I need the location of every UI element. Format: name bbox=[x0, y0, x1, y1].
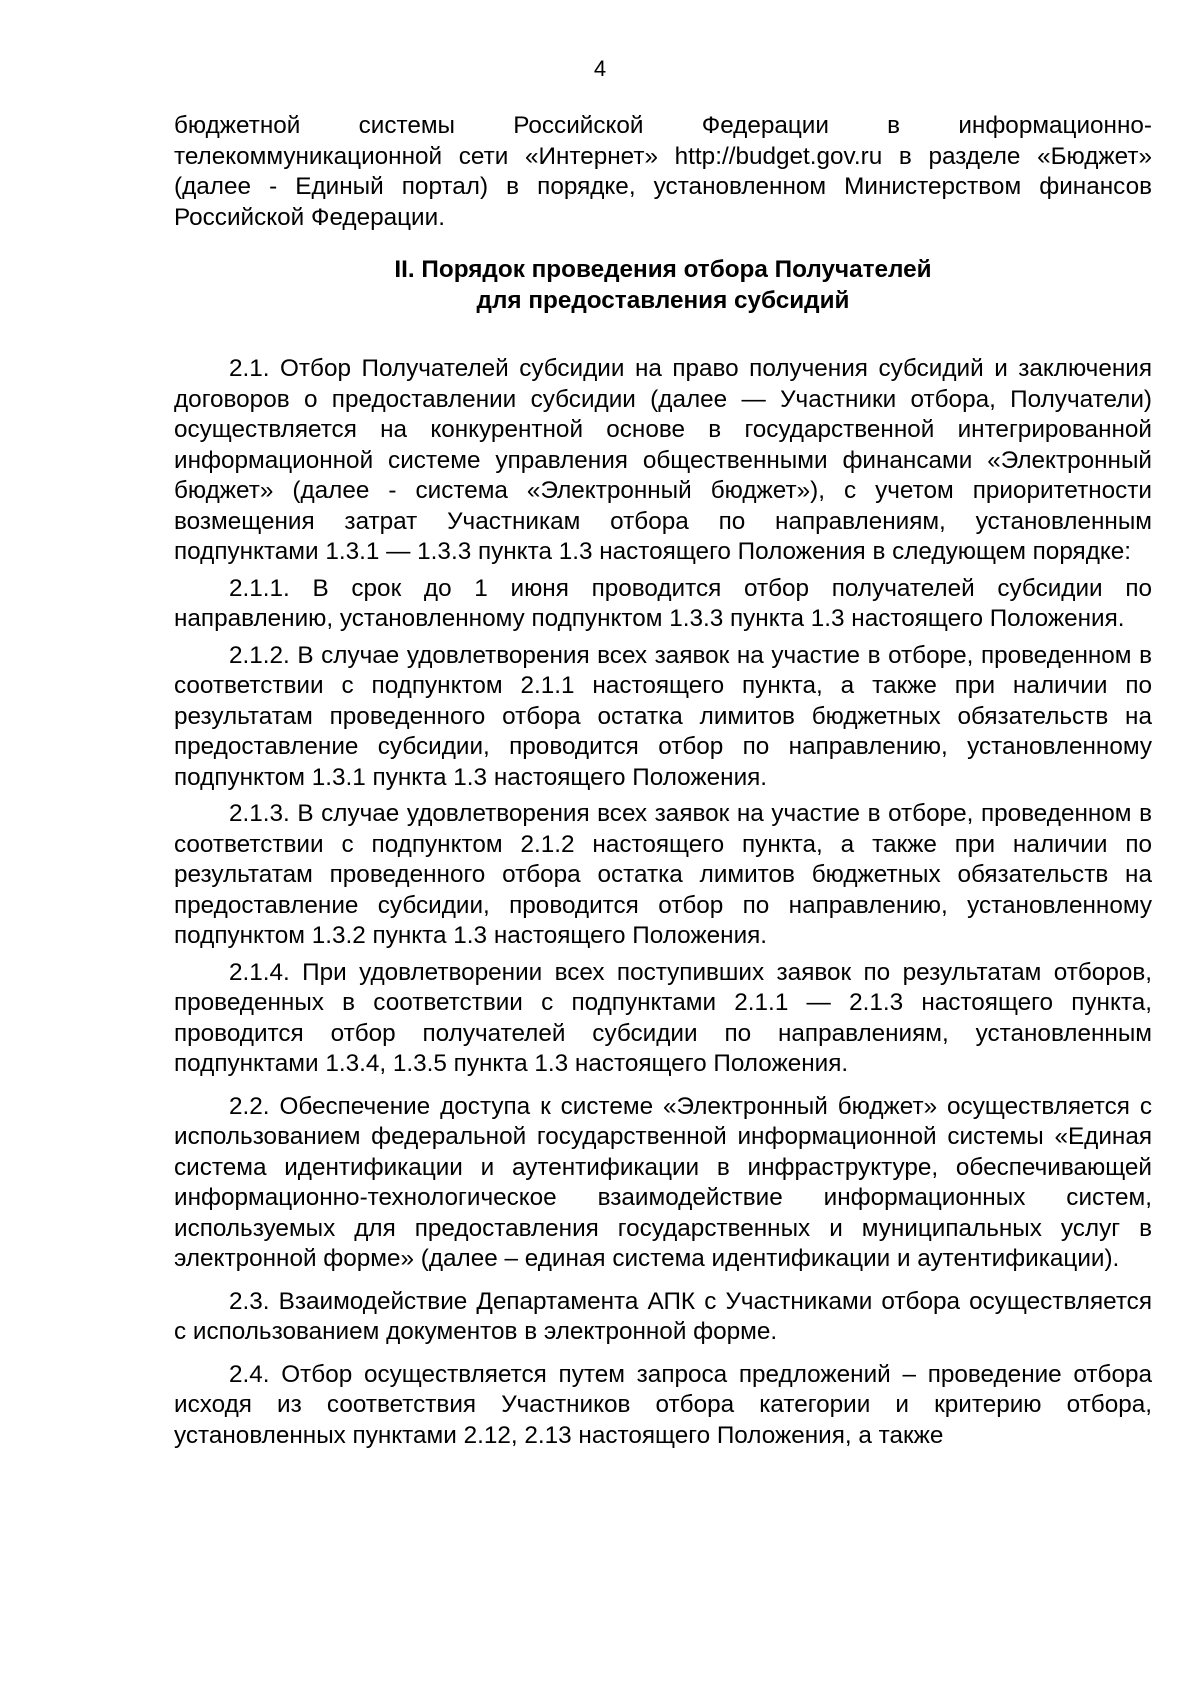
paragraph-2-1-1: 2.1.1. В срок до 1 июня проводится отбор получателей субсидии по направлению, установленному подпунктом 1.3.3 пункта 1.3 настоящего Положения. bbox=[174, 574, 1152, 632]
section-heading-line-2: для предоставления субсидий bbox=[476, 286, 850, 314]
section-heading-line-1: II. Порядок проведения отбора Получателей bbox=[394, 256, 932, 283]
paragraph-2-3: 2.3. Взаимодействие Департамента АПК с Участниками отбора осуществляется с использованием документов в электронной форме. bbox=[174, 1287, 1152, 1345]
paragraph-2-1-4: 2.1.4. При удовлетворении всех поступивших заявок по результатам отборов, проведенных в соответствии с подпунктами 2.1.1 — 2.1.3 настоящего пункта, проводится отбор получателей субсидии по направлениям, установленным подпунктами 1.3.4, 1.3.5 пункта 1.3 настоящего Положения. bbox=[174, 958, 1152, 1077]
page-number: 4 bbox=[593, 56, 607, 81]
paragraph-continuation: бюджетной системы Российской Федерации в информационно-телекоммуникационной сети «Интернет» http://budget.gov.ru в разделе «Бюджет» (далее - Единый портал) в порядке, установленном Министерством финансов Российской Федерации. bbox=[174, 112, 1152, 231]
paragraph-2-4: 2.4. Отбор осуществляется путем запроса предложений – проведение отбора исходя из соответствия Участников отбора категории и критерию отбора, установленных пунктами 2.12, 2.13 настоящего Положения, а также bbox=[174, 1360, 1152, 1449]
section-heading bbox=[174, 255, 1152, 316]
paragraph-2-2: 2.2. Обеспечение доступа к системе «Электронный бюджет» осуществляется с использованием федеральной государственной информационной системы «Единая система идентификации и аутентификации в инфраструктуре, обеспечивающей информационно-технологическое взаимодействие информационных систем, используемых для предоставления государственных и муниципальных услуг в электронной форме» (далее – единая система идентификации и аутентификации). bbox=[174, 1092, 1152, 1272]
paragraph-2-1: 2.1. Отбор Получателей субсидии на право получения субсидий и заключения договоров о предоставлении субсидии (далее — Участники отбора, Получатели) осуществляется на конкурентной основе в государственной интегрированной информационной системе управления общественными финансами «Электронный бюджет» (далее - система «Электронный бюджет»), с учетом приоритетности возмещения затрат Участникам отбора по направлениям, установленным подпунктами 1.3.1 — 1.3.3 пункта 1.3 настоящего Положения в следующем порядке: bbox=[174, 355, 1152, 565]
document-body bbox=[174, 111, 1152, 1451]
paragraph-2-1-3: 2.1.3. В случае удовлетворения всех заявок на участие в отборе, проведенном в соответствии с подпунктом 2.1.2 настоящего пункта, а также при наличии по результатам проведенного отбора остатка лимитов бюджетных обязательств на предоставление субсидии, проводится отбор по направлению, установленному подпунктом 1.3.2 пункта 1.3 настоящего Положения. bbox=[174, 800, 1152, 949]
paragraph-2-1-2: 2.1.2. В случае удовлетворения всех заявок на участие в отборе, проведенном в соответствии с подпунктом 2.1.1 настоящего пункта, а также при наличии по результатам проведенного отбора остатка лимитов бюджетных обязательств на предоставление субсидии, проводится отбор по направлению, установленному подпунктом 1.3.1 пункта 1.3 настоящего Положения. bbox=[174, 641, 1152, 791]
